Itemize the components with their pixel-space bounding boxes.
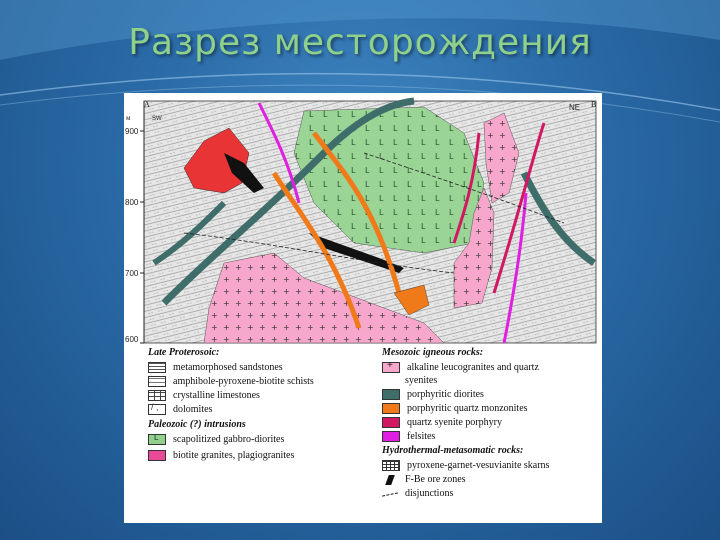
legend-item: F-Be ore zones (382, 473, 466, 485)
monzonite-swatch-icon (382, 403, 400, 414)
sandstone-hatch-icon (148, 362, 166, 373)
diorite-swatch-icon (382, 389, 400, 400)
skarn-hatch-icon (382, 460, 400, 471)
leucogranite-swatch-icon (382, 362, 400, 373)
unit-label: м (126, 114, 131, 122)
direction-label-left: SW (152, 116, 162, 122)
legend-item: felsites (382, 430, 435, 442)
legend-item-continuation: syenites (405, 374, 438, 386)
legend-item: disjunctions (382, 487, 453, 499)
legend-item: + alkaline leucogranites and quartz (382, 361, 539, 373)
legend-heading-mesozoic: Mesozoic igneous rocks: (382, 347, 484, 358)
ore-zone-icon (382, 475, 398, 484)
geological-figure (124, 93, 602, 523)
legend-item: pyroxene-garnet-vesuvianite skarns (382, 459, 549, 471)
legend-heading-hydrothermal: Hydrothermal-metasomatic rocks: (382, 445, 524, 456)
syenite-porphyry-swatch-icon (382, 417, 400, 428)
legend-item: metamorphosed sandstones (148, 361, 283, 373)
legend-heading-paleozoic: Paleozoic (?) intrusions (148, 419, 246, 430)
y-tick-label: 700 (125, 269, 139, 278)
legend-item: porphyritic diorites (382, 388, 484, 400)
legend-item: amphibole-pyroxene-biotite schists (148, 375, 314, 387)
y-tick (125, 127, 144, 136)
corner-label-right: B (591, 100, 597, 109)
dolomite-hatch-icon (148, 404, 166, 415)
legend-heading-late-proterozoic: Late Proterosoic: (148, 347, 220, 358)
legend (124, 345, 602, 523)
legend-item: / , dolomites (148, 403, 212, 415)
y-tick-label: 900 (125, 127, 139, 136)
disjunction-line-icon (382, 489, 398, 498)
legend-item: biotite granites, plagiogranites (148, 449, 294, 461)
corner-label-left: A (144, 100, 150, 109)
gabbro-swatch-icon (148, 434, 166, 445)
y-tick (125, 198, 144, 207)
legend-item: porphyritic quartz monzonites (382, 402, 528, 414)
direction-label-right: NE (569, 103, 581, 112)
y-tick (125, 269, 144, 278)
felsite-swatch-icon (382, 431, 400, 442)
legend-item: crystalline limestones (148, 389, 260, 401)
y-tick (125, 335, 144, 344)
cross-section-diagram (124, 93, 602, 345)
legend-item: quartz syenite porphyry (382, 416, 502, 428)
y-tick-label: 800 (125, 198, 139, 207)
y-tick-label: 600 (125, 335, 139, 344)
legend-item: L scapolitized gabbro-diorites (148, 433, 284, 445)
slide-title: Разрез месторождения (128, 22, 592, 63)
limestone-hatch-icon (148, 390, 166, 401)
granite-swatch-icon (148, 450, 166, 461)
schist-hatch-icon (148, 376, 166, 387)
